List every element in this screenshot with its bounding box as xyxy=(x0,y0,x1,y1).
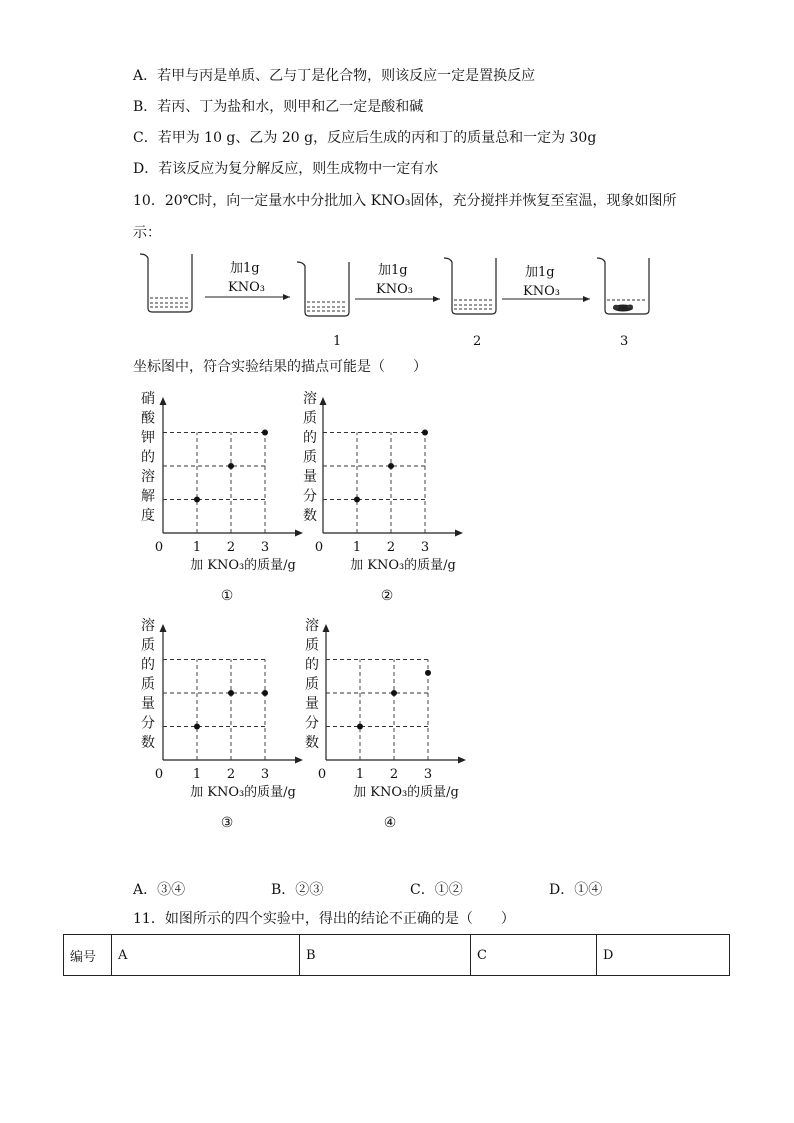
q10-option-a: A．③④ xyxy=(133,882,186,898)
q11-answer-table xyxy=(63,934,730,976)
chart-2 xyxy=(303,390,463,604)
q10-question: 坐标图中，符合实验结果的描点可能是（ ） xyxy=(133,359,427,375)
y-axis-label-char: 的 xyxy=(141,657,155,673)
q10-option-d: D．①④ xyxy=(549,882,603,898)
beaker-1 xyxy=(297,262,349,316)
q9-option-c: C．若甲为 10 g、乙为 20 g，反应后生成的丙和丁的质量总和一定为 30g xyxy=(133,130,597,146)
x-tick-label: 1 xyxy=(192,540,202,555)
data-point xyxy=(262,690,268,696)
y-axis-arrow xyxy=(160,397,167,405)
data-point xyxy=(354,497,360,503)
arrow-add-kno3-2 xyxy=(355,262,440,302)
x-tick-label: 3 xyxy=(260,540,270,555)
y-axis-label-char: 酸 xyxy=(141,410,155,427)
y-axis-label-char: 数 xyxy=(303,508,317,524)
x-tick-label: 3 xyxy=(260,767,270,782)
table-header-cell: B xyxy=(300,935,471,976)
y-axis-label-char: 溶 xyxy=(141,469,155,485)
y-axis-label-char: 解 xyxy=(141,488,155,505)
beaker-3 xyxy=(597,258,649,314)
beaker-1-label: 1 xyxy=(333,334,342,349)
coordinate-charts xyxy=(0,385,794,845)
y-axis-label-char: 硝 xyxy=(141,391,155,407)
beaker-2 xyxy=(444,258,496,314)
q9-option-b: B．若丙、丁为盐和水，则甲和乙一定是酸和碱 xyxy=(133,99,424,115)
chart-number: ④ xyxy=(383,815,397,831)
y-axis-label-char: 分 xyxy=(305,715,319,732)
x-tick-label: 1 xyxy=(355,767,365,782)
x-tick-label: 0 xyxy=(317,767,327,782)
x-tick-label: 0 xyxy=(154,540,164,555)
y-axis-label-char: 分 xyxy=(303,488,317,505)
y-axis-label-char: 质 xyxy=(141,676,155,693)
arrow-3-bottom-label: KNO₃ xyxy=(523,284,560,299)
x-tick-label: 3 xyxy=(423,767,433,782)
y-axis-label-char: 溶 xyxy=(303,391,317,407)
data-point xyxy=(357,724,363,730)
y-axis-label-char: 钾 xyxy=(141,430,155,446)
arrow-1-top-label: 加1g xyxy=(230,261,260,276)
y-axis-label-char: 的 xyxy=(141,449,155,466)
chart-number: ③ xyxy=(220,815,234,831)
chart-3 xyxy=(141,617,303,831)
x-tick-label: 0 xyxy=(314,540,324,555)
y-axis-label-char: 数 xyxy=(305,735,319,751)
x-axis-arrow xyxy=(295,757,303,764)
q10-stem-line1: 10．20℃时，向一定量水中分批加入 KNO₃固体，充分搅拌并恢复至室温，现象如图所 xyxy=(133,193,677,209)
x-tick-label: 2 xyxy=(226,540,236,555)
y-axis-label-char: 溶 xyxy=(305,618,319,634)
y-axis-label-char: 溶 xyxy=(141,618,155,634)
q10-option-c: C．①② xyxy=(410,882,463,898)
data-point xyxy=(388,463,394,469)
x-axis-label: 加 KNO₃的质量/g xyxy=(190,558,296,573)
x-axis-arrow xyxy=(455,530,463,537)
table-header-cell: A xyxy=(112,935,300,976)
x-tick-label: 2 xyxy=(386,540,396,555)
chart-number: ② xyxy=(380,588,394,604)
y-axis-label-char: 的 xyxy=(303,430,317,446)
y-axis-label-char: 分 xyxy=(141,715,155,732)
data-point xyxy=(262,430,268,436)
y-axis-label-char: 量 xyxy=(305,696,319,712)
data-point xyxy=(422,430,428,436)
beaker-experiment-diagram xyxy=(0,240,794,355)
x-axis-label: 加 KNO₃的质量/g xyxy=(190,785,296,800)
y-axis-label-char: 质 xyxy=(305,676,319,693)
x-tick-label: 3 xyxy=(420,540,430,555)
chart-1 xyxy=(141,390,303,604)
q10-stem-line2: 示： xyxy=(133,225,161,241)
y-axis-label-char: 量 xyxy=(141,696,155,712)
y-axis-label-char: 的 xyxy=(305,657,319,673)
q9-option-a: A．若甲与丙是单质、乙与丁是化合物，则该反应一定是置换反应 xyxy=(133,68,536,84)
data-point xyxy=(391,690,397,696)
chart-number: ① xyxy=(220,588,234,604)
y-axis-label-char: 质 xyxy=(305,637,319,654)
x-tick-label: 1 xyxy=(192,767,202,782)
data-point xyxy=(228,690,234,696)
y-axis-label-char: 度 xyxy=(141,508,155,524)
data-point xyxy=(425,670,431,676)
arrow-add-kno3-3 xyxy=(502,264,590,302)
y-axis-label-char: 量 xyxy=(303,469,317,485)
x-tick-label: 0 xyxy=(154,767,164,782)
y-axis-label-char: 质 xyxy=(303,410,317,427)
data-point xyxy=(194,497,200,503)
y-axis-label-char: 数 xyxy=(141,735,155,751)
data-point xyxy=(228,463,234,469)
table-header-cell: 编号 xyxy=(64,935,112,976)
chart-4 xyxy=(305,617,466,831)
y-axis-label-char: 质 xyxy=(303,449,317,466)
q10-option-b: B．②③ xyxy=(271,882,324,898)
y-axis-arrow xyxy=(160,624,167,632)
data-point xyxy=(194,724,200,730)
x-axis-arrow xyxy=(458,757,466,764)
y-axis-arrow xyxy=(323,624,330,632)
x-tick-label: 2 xyxy=(226,767,236,782)
arrow-add-kno3-1 xyxy=(205,260,290,300)
y-axis-arrow xyxy=(320,397,327,405)
q9-option-d: D．若该反应为复分解反应，则生成物中一定有水 xyxy=(133,161,439,177)
arrow-2-bottom-label: KNO₃ xyxy=(376,282,413,297)
y-axis-label-char: 质 xyxy=(141,637,155,654)
table-header-cell: C xyxy=(471,935,597,976)
x-tick-label: 1 xyxy=(352,540,362,555)
beaker-2-label: 2 xyxy=(473,334,482,349)
beaker-initial xyxy=(140,254,192,312)
x-tick-label: 2 xyxy=(389,767,399,782)
q11-stem: 11．如图所示的四个实验中，得出的结论不正确的是（ ） xyxy=(133,911,515,927)
arrow-2-top-label: 加1g xyxy=(378,263,408,278)
table-row xyxy=(64,935,730,976)
table-header-cell: D xyxy=(597,935,730,976)
arrow-3-top-label: 加1g xyxy=(525,265,555,280)
x-axis-label: 加 KNO₃的质量/g xyxy=(353,785,459,800)
arrow-1-bottom-label: KNO₃ xyxy=(228,280,265,295)
undissolved-crystals xyxy=(613,305,633,312)
x-axis-label: 加 KNO₃的质量/g xyxy=(350,558,456,573)
beaker-3-label: 3 xyxy=(620,334,629,349)
x-axis-arrow xyxy=(295,530,303,537)
